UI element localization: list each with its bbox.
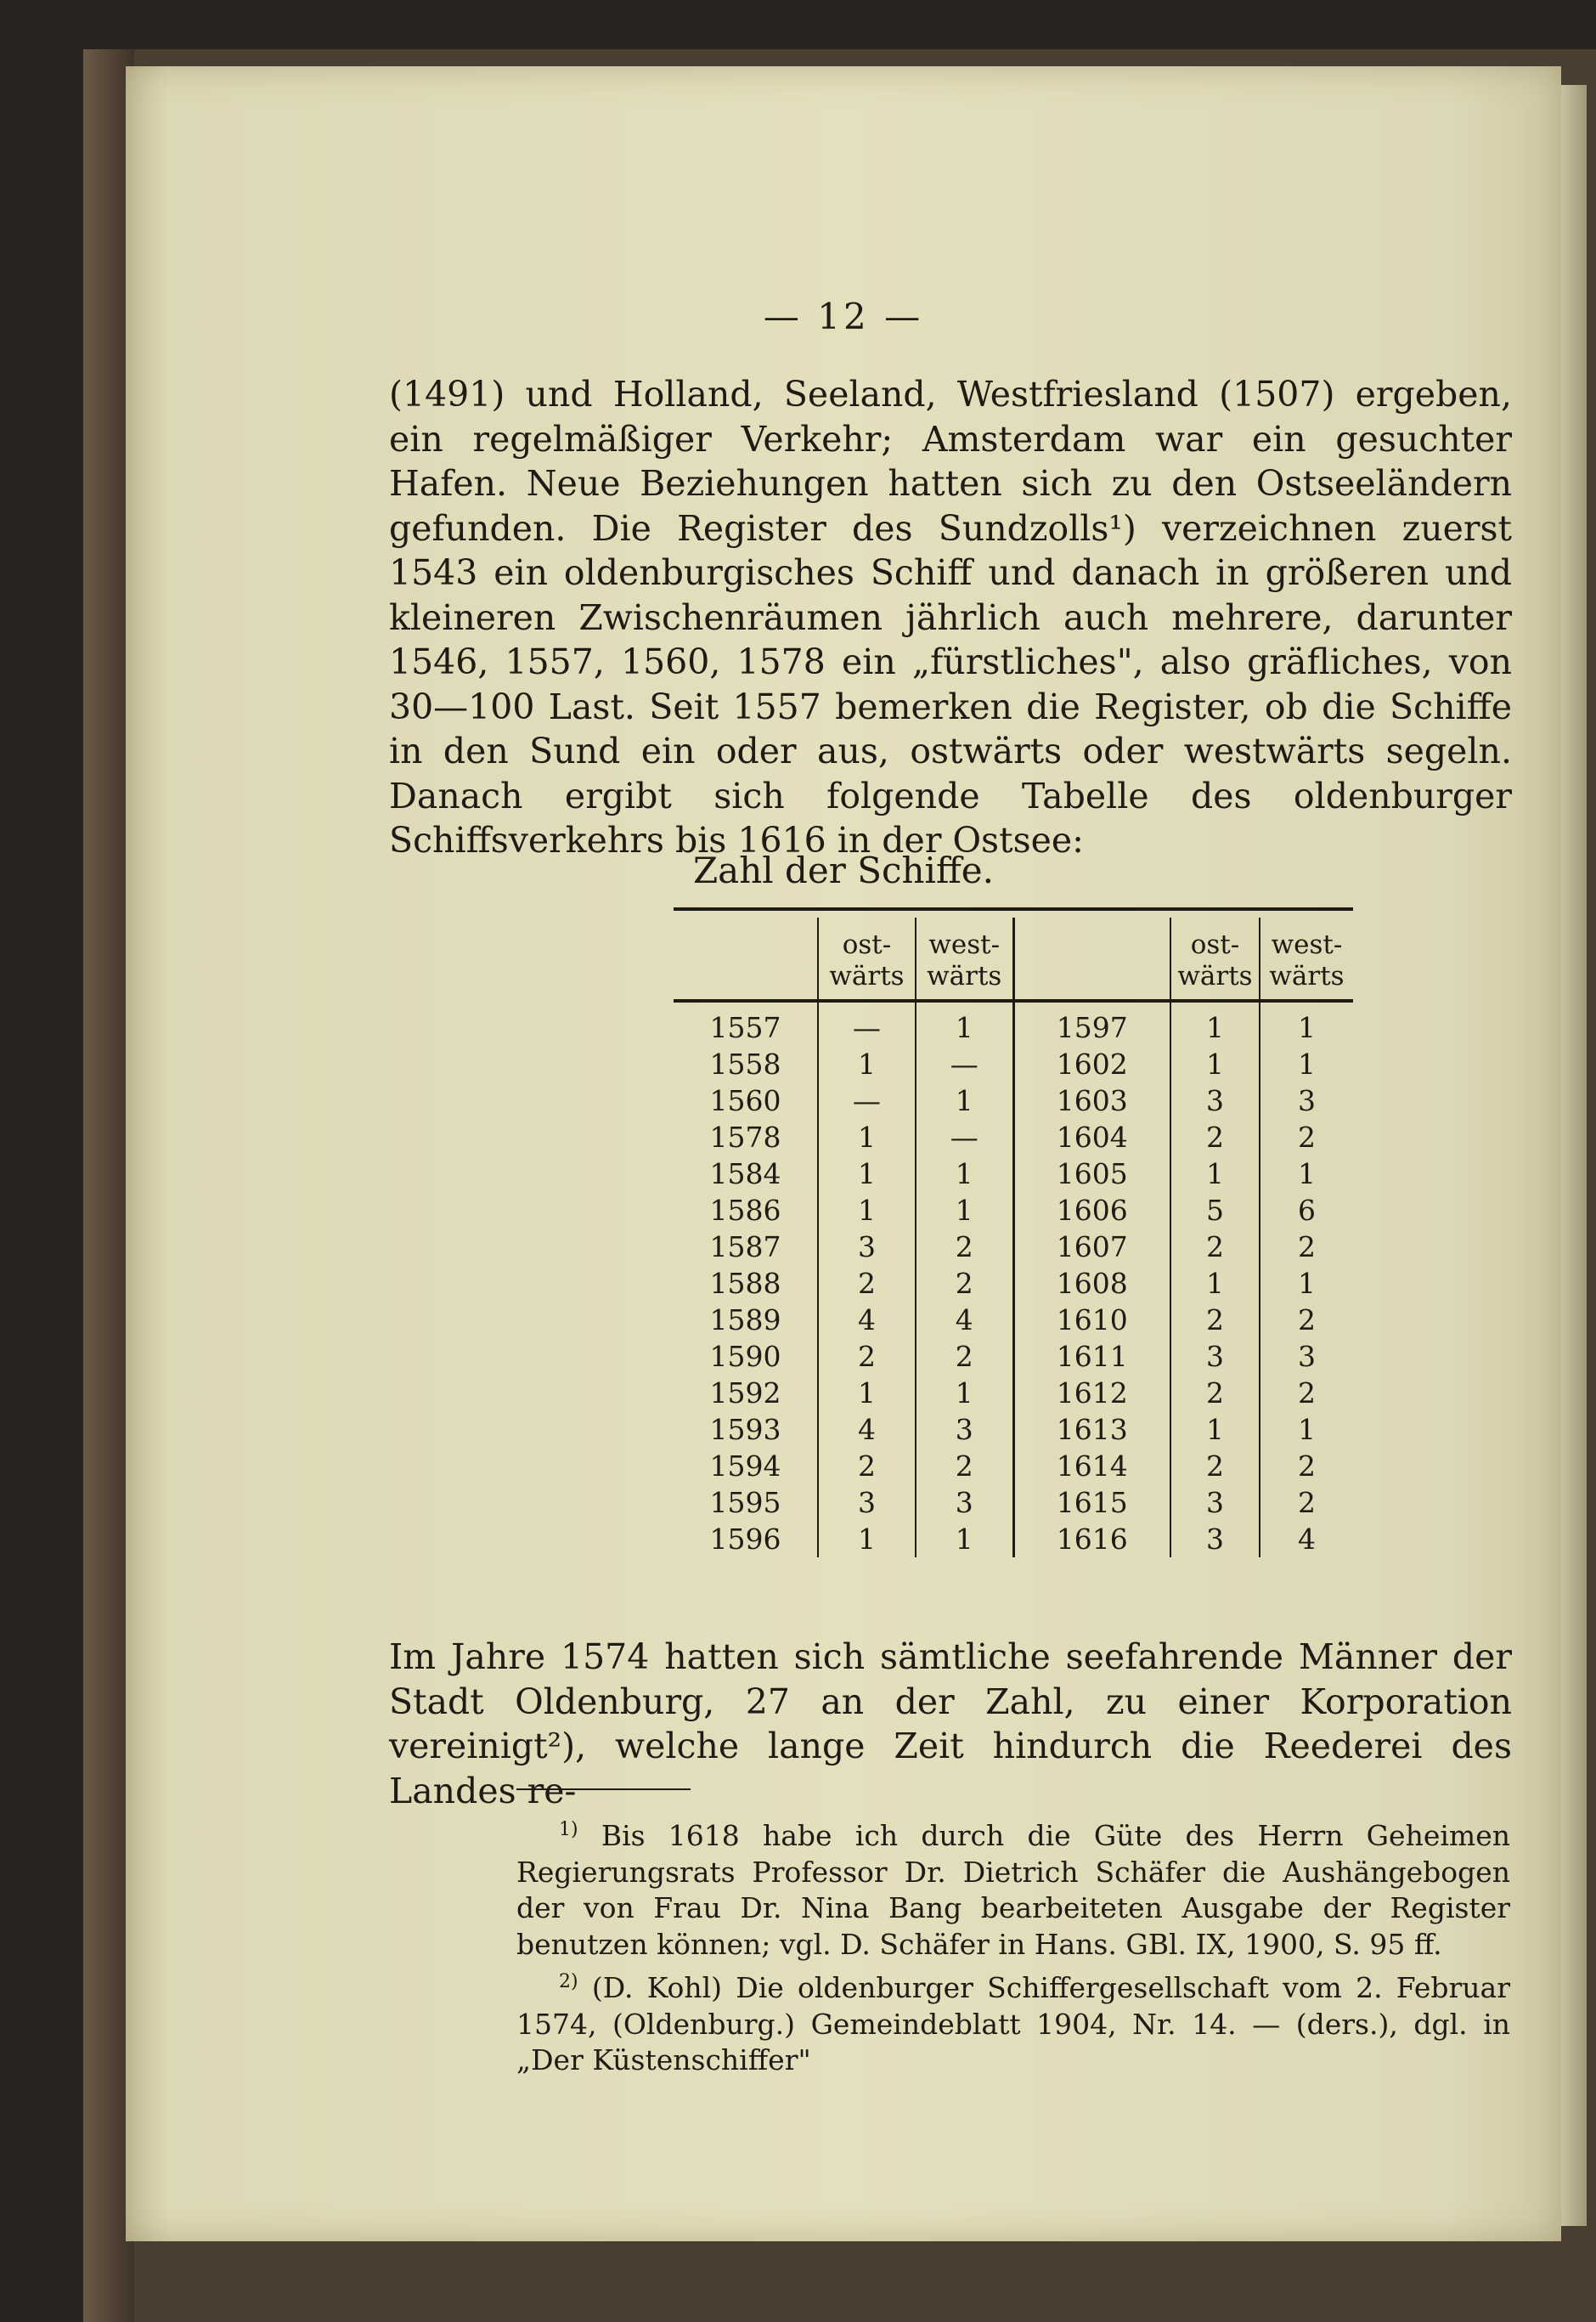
cell-ost-left: 1 <box>818 1192 916 1229</box>
table-row <box>674 1484 1353 1521</box>
ship-table-container <box>674 907 1353 1557</box>
cell-west-left: 2 <box>916 1338 1013 1375</box>
cell-west-left: 1 <box>916 1001 1013 1046</box>
cell-ost-right: 2 <box>1170 1448 1260 1484</box>
cell-ost-right: 1 <box>1170 1155 1260 1192</box>
cell-ost-right: 2 <box>1170 1375 1260 1411</box>
table-row <box>674 1375 1353 1411</box>
page-edge <box>1561 85 1587 2226</box>
cell-west-right: 1 <box>1260 1155 1353 1192</box>
header-west-left: west- wärts <box>916 918 1013 1001</box>
footnote-2 <box>516 1964 1510 2079</box>
cell-ost-right: 3 <box>1170 1338 1260 1375</box>
cell-west-right: 1 <box>1260 1046 1353 1082</box>
cell-west-left: — <box>916 1119 1013 1155</box>
cell-west-right: 2 <box>1260 1302 1353 1338</box>
cell-year-left: 1593 <box>709 1413 781 1446</box>
paragraph-corporation-text: Im Jahre 1574 hatten sich sämtliche seefahrende Männer der Stadt Oldenburg, 27 an der Zahl, zu einer Korporation vereinigt²), welche lange Zeit hindurch die Reederei des Landes re- <box>389 1636 1512 1811</box>
cell-year-right: 1603 <box>1013 1082 1170 1119</box>
cell-west-left: — <box>916 1046 1013 1082</box>
cell-year-left: 1588 <box>709 1267 781 1300</box>
footnote-1-mark: 1) <box>559 1819 578 1840</box>
header-ost-left: ost- wärts <box>818 918 916 1001</box>
cell-ost-right: 3 <box>1170 1521 1260 1557</box>
table-header-row <box>674 918 1353 1001</box>
cell-year-right: 1612 <box>1013 1375 1170 1411</box>
cell-ost-right: 1 <box>1170 1001 1260 1046</box>
table-row <box>674 1155 1353 1192</box>
cell-ost-right: 1 <box>1170 1046 1260 1082</box>
table-row <box>674 1046 1353 1082</box>
cell-west-right: 1 <box>1260 1411 1353 1448</box>
table-row <box>674 1411 1353 1448</box>
cell-ost-left: 2 <box>818 1338 916 1375</box>
footnote-divider <box>516 1788 691 1790</box>
cell-ost-right: 1 <box>1170 1265 1260 1302</box>
cell-west-right: 6 <box>1260 1192 1353 1229</box>
cell-west-left: 2 <box>916 1229 1013 1265</box>
paragraph-corporation <box>389 1635 1512 1813</box>
cell-year-left: 1557 <box>709 1011 781 1044</box>
table-caption: Zahl der Schiffe. <box>692 850 995 891</box>
cell-year-left: 1589 <box>709 1303 781 1336</box>
cell-ost-left: 1 <box>818 1046 916 1082</box>
cell-west-left: 2 <box>916 1448 1013 1484</box>
cell-ost-left: 4 <box>818 1302 916 1338</box>
cell-ost-left: 1 <box>818 1119 916 1155</box>
cell-west-left: 4 <box>916 1302 1013 1338</box>
footnote-1 <box>516 1812 1510 1963</box>
cell-west-left: 3 <box>916 1411 1013 1448</box>
cell-year-right: 1614 <box>1013 1448 1170 1484</box>
cell-ost-right: 5 <box>1170 1192 1260 1229</box>
table-row <box>674 1229 1353 1265</box>
cell-year-left: 1586 <box>709 1194 781 1227</box>
cell-year-right: 1608 <box>1013 1265 1170 1302</box>
cell-ost-left: 1 <box>818 1375 916 1411</box>
cell-ost-right: 1 <box>1170 1411 1260 1448</box>
cell-ost-right: 2 <box>1170 1229 1260 1265</box>
cell-west-right: 2 <box>1260 1448 1353 1484</box>
cell-year-left: 1594 <box>709 1449 781 1483</box>
cell-year-right: 1597 <box>1013 1001 1170 1046</box>
cell-ost-left: 3 <box>818 1484 916 1521</box>
footnotes <box>516 1812 1510 2081</box>
table-body <box>674 1001 1353 1557</box>
cell-west-left: 1 <box>916 1082 1013 1119</box>
cell-ost-right: 3 <box>1170 1082 1260 1119</box>
cell-year-left: 1558 <box>709 1048 781 1081</box>
cell-ost-left: 1 <box>818 1521 916 1557</box>
header-west-right: west- wärts <box>1260 918 1353 1001</box>
cell-west-left: 3 <box>916 1484 1013 1521</box>
header-year-left <box>674 918 818 1001</box>
cell-year-right: 1604 <box>1013 1119 1170 1155</box>
cell-year-left: 1595 <box>709 1486 781 1519</box>
cell-west-right: 4 <box>1260 1521 1353 1557</box>
cell-ost-left: 1 <box>818 1155 916 1192</box>
cell-west-left: 1 <box>916 1155 1013 1192</box>
cell-year-right: 1605 <box>1013 1155 1170 1192</box>
cell-year-right: 1607 <box>1013 1229 1170 1265</box>
cell-year-right: 1610 <box>1013 1302 1170 1338</box>
cell-ost-right: 2 <box>1170 1119 1260 1155</box>
cell-west-left: 1 <box>916 1521 1013 1557</box>
cell-year-right: 1602 <box>1013 1046 1170 1082</box>
cell-west-right: 1 <box>1260 1001 1353 1046</box>
cell-west-right: 2 <box>1260 1119 1353 1155</box>
table-row <box>674 1265 1353 1302</box>
cell-ost-right: 3 <box>1170 1484 1260 1521</box>
table-row <box>674 1338 1353 1375</box>
cell-ost-left: 2 <box>818 1448 916 1484</box>
cell-west-right: 2 <box>1260 1375 1353 1411</box>
footnote-1-text: Bis 1618 habe ich durch die Güte des Herrn Geheimen Regierungsrats Professor Dr. Dietrich Schäfer die Aushängebogen der von Frau Dr. Nina Bang bearbeiteten Ausgabe der Register benutzen können; vgl. D. Schäfer in Hans. GBl. IX, 1900, S. 95 ff. <box>516 1819 1510 1961</box>
table-row <box>674 1001 1353 1046</box>
paragraph-intro-text: (1491) und Holland, Seeland, Westfriesland (1507) ergeben, ein regelmäßiger Verkehr; Amsterdam war ein gesuchter Hafen. Neue Beziehungen hatten sich zu den Ostseeländern gefunden. Die Register des Sundzolls¹) verzeichnen zuerst 1543 ein oldenburgisches Schiff und danach in größeren und kleineren Zwischenräumen jährlich auch mehrere, darunter 1546, 1557, 1560, 1578 ein „fürstliches", also gräfliches, von 30—100 Last. Seit 1557 bemerken die Register, ob die Schiffe in den Sund ein oder aus, ostwärts oder westwärts segeln. Danach ergibt sich folgende Tabelle des oldenburger Schiffsverkehrs bis 1616 in der Ostsee: <box>389 374 1512 861</box>
cell-year-left: 1578 <box>709 1121 781 1154</box>
cell-year-right: 1615 <box>1013 1484 1170 1521</box>
table-row <box>674 1192 1353 1229</box>
footnote-2-mark: 2) <box>559 1971 578 1992</box>
cell-year-left: 1596 <box>709 1523 781 1556</box>
book-page <box>126 66 1561 2241</box>
cell-west-right: 3 <box>1260 1082 1353 1119</box>
cell-year-left: 1560 <box>709 1084 781 1117</box>
cell-ost-right: 2 <box>1170 1302 1260 1338</box>
cell-year-right: 1613 <box>1013 1411 1170 1448</box>
cell-year-left: 1592 <box>709 1376 781 1410</box>
cell-ost-left: 3 <box>818 1229 916 1265</box>
cell-west-right: 1 <box>1260 1265 1353 1302</box>
footnote-2-text: (D. Kohl) Die oldenburger Schiffergesellschaft vom 2. Februar 1574, (Oldenburg.) Gemeindeblatt 1904, Nr. 14. — (ders.), dgl. in „Der Küstenschiffer" <box>516 1971 1511 2076</box>
header-year-right <box>1013 918 1170 1001</box>
table-row <box>674 1448 1353 1484</box>
cell-ost-left: — <box>818 1001 916 1046</box>
cell-west-right: 3 <box>1260 1338 1353 1375</box>
cell-west-left: 1 <box>916 1192 1013 1229</box>
paragraph-intro <box>389 372 1512 863</box>
cell-ost-left: 2 <box>818 1265 916 1302</box>
cell-year-right: 1611 <box>1013 1338 1170 1375</box>
cell-year-right: 1616 <box>1013 1521 1170 1557</box>
table-row <box>674 1521 1353 1557</box>
cell-west-left: 2 <box>916 1265 1013 1302</box>
cell-year-left: 1587 <box>709 1230 781 1263</box>
cell-west-left: 1 <box>916 1375 1013 1411</box>
cell-ost-left: — <box>818 1082 916 1119</box>
cell-year-left: 1590 <box>709 1340 781 1373</box>
cell-west-right: 2 <box>1260 1229 1353 1265</box>
ship-count-table <box>674 907 1353 1557</box>
table-row <box>674 1119 1353 1155</box>
cell-year-left: 1584 <box>709 1157 781 1190</box>
page-number: — 12 — <box>763 296 924 337</box>
cell-ost-left: 4 <box>818 1411 916 1448</box>
cell-west-right: 2 <box>1260 1484 1353 1521</box>
table-row <box>674 1082 1353 1119</box>
cell-year-right: 1606 <box>1013 1192 1170 1229</box>
table-row <box>674 1302 1353 1338</box>
header-ost-right: ost- wärts <box>1170 918 1260 1001</box>
